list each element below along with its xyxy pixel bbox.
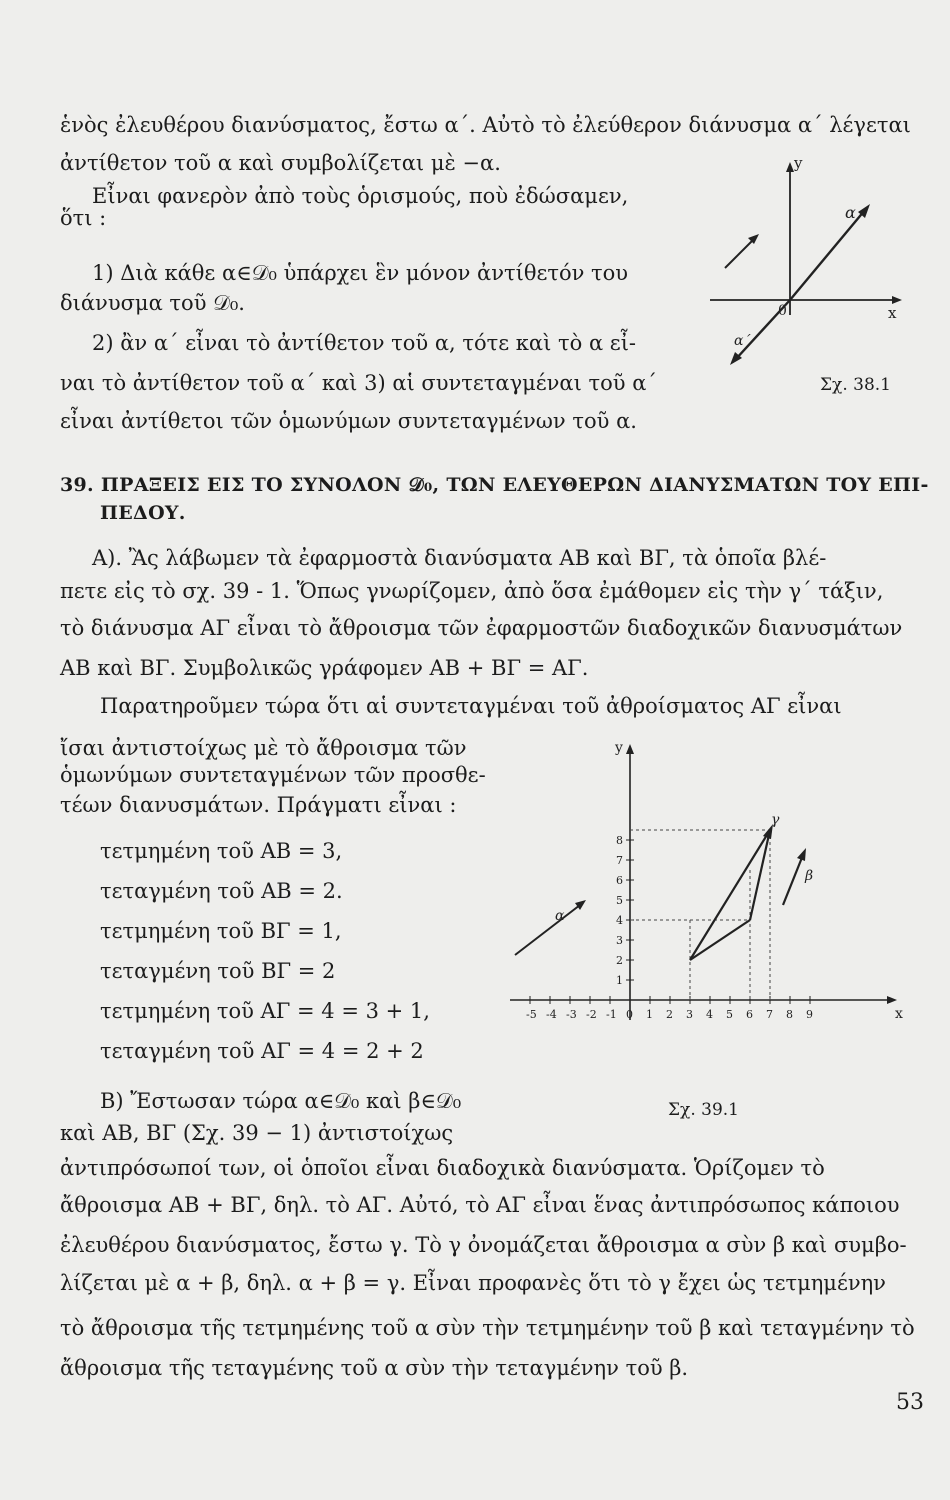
text-line: ἴσαι ἀντιστοίχως μὲ τὸ ἄθροισμα τῶν: [60, 736, 467, 760]
text-line: 2) ἂν α΄ εἶναι τὸ ἀντίθετον τοῦ α, τότε καὶ τὸ α εἶ-: [92, 331, 637, 355]
fig38-x-label: x: [888, 304, 897, 322]
text-line: τὸ διάνυσμα ΑΓ εἶναι τὸ ἄθροισμα τῶν ἐφαρμοστῶν διαδοχικῶν διανυσμάτων: [60, 616, 903, 640]
text-line: 1) Διὰ κάθε α∈𝒟₀ ὑπάρχει ἓν μόνον ἀντίθετόν του: [92, 261, 629, 285]
y-tick-label: 7: [616, 854, 623, 867]
text-line: ἑνὸς ἐλευθέρου διανύσματος, ἔστω α΄. Αὐτὸ τὸ ἐλεύθερον διάνυσμα α΄ λέγεται: [60, 113, 911, 137]
text-line: ὁμωνύμων συντεταγμένων τῶν προσθε-: [60, 763, 486, 787]
text-line: καὶ ΑΒ, ΒΓ (Σχ. 39 − 1) ἀντιστοίχως: [60, 1121, 454, 1145]
fig39-y-label: y: [615, 740, 623, 756]
x-tick-label: 1: [646, 1008, 653, 1021]
fig39-gamma-label: γ: [771, 812, 780, 828]
text-line: Παρατηροῦμεν τώρα ὅτι αἱ συντεταγμέναι τοῦ ἀθροίσματος ΑΓ εἶναι: [100, 694, 842, 718]
fig39-x-label: x: [895, 1006, 903, 1022]
vector-alpha: [515, 905, 580, 955]
vector-a: [790, 210, 865, 300]
text-line: τὸ ἄθροισμα τῆς τετμημένης τοῦ α σὺν τὴν τετμημένην τοῦ β καὶ τεταγμένην τὸ: [60, 1316, 915, 1340]
text-line: Α). Ἂς λάβωμεν τὰ ἐφαρμοστὰ διανύσματα ΑΒ καὶ ΒΓ, τὰ ὁποῖα βλέ-: [92, 546, 827, 570]
y-axis-arrow: [786, 162, 794, 172]
formula-line: τετμημένη τοῦ ΑΓ = 4 = 3 + 1,: [100, 999, 430, 1023]
text-line: Εἶναι φανερὸν ἀπὸ τοὺς ὁρισμούς, ποὺ ἐδώσαμεν,: [92, 184, 629, 208]
text-line: διάνυσμα τοῦ 𝒟₀.: [60, 291, 245, 315]
section-heading: ΠΕΔΟΥ.: [100, 502, 186, 524]
fig38-y-label: y: [794, 154, 803, 172]
vector-beta-arrowhead: [797, 848, 806, 861]
x-tick-label: 3: [686, 1008, 693, 1021]
x-axis-arrow: [887, 996, 897, 1004]
y-tick-label: 2: [616, 954, 623, 967]
fig38-vector-prime-label: α΄: [734, 333, 751, 349]
text-line: τέων διανυσμάτων. Πράγματι εἶναι :: [60, 793, 457, 817]
y-tick-label: 5: [616, 894, 623, 907]
text-line: Β) Ἔστωσαν τώρα α∈𝒟₀ καὶ β∈𝒟₀: [100, 1089, 462, 1113]
formula-line: τετμημένη τοῦ ΑΒ = 3,: [100, 839, 343, 863]
formula-line: τεταγμένη τοῦ ΑΒ = 2.: [100, 879, 343, 903]
y-tick-label: 1: [616, 974, 623, 987]
fig38-origin-label: 0: [778, 303, 787, 319]
text-line: ἐλευθέρου διανύσματος, ἔστω γ. Τὸ γ ὀνομάζεται ἄθροισμα α σὺν β καὶ συμβο-: [60, 1233, 907, 1257]
text-line: ΑΒ καὶ ΒΓ. Συμβολικῶς γράφομεν ΑΒ + ΒΓ = ΑΓ.: [60, 656, 589, 680]
section-heading: 39. ΠΡΑΞΕΙΣ ΕΙΣ ΤΟ ΣΥΝΟΛΟΝ 𝒟₀, ΤΩΝ ΕΛΕΥΘΕΡΩΝ ΔΙΑΝΥΣΜΑΤΩΝ ΤΟΥ ΕΠΙ-: [60, 474, 929, 496]
text-line: ἀντίθετον τοῦ α καὶ συμβολίζεται μὲ −α.: [60, 151, 501, 175]
x-tick-label: -1: [606, 1008, 617, 1021]
formula-line: τεταγμένη τοῦ ΒΓ = 2: [100, 959, 336, 983]
x-tick-label: 4: [706, 1008, 713, 1021]
fig39-alpha-label: α: [555, 908, 565, 924]
y-tick-label: 8: [616, 834, 623, 847]
figure-39-1: [505, 740, 915, 1080]
x-tick-label: 7: [766, 1008, 773, 1021]
text-line: ὅτι :: [60, 206, 107, 230]
vector-beta: [783, 855, 803, 905]
x-tick-label: 0: [626, 1008, 633, 1021]
figure-38-1: [690, 150, 910, 370]
text-line: λίζεται μὲ α + β, δηλ. α + β = γ. Εἶναι προφανὲς ὅτι τὸ γ ἔχει ὡς τετμημένην: [60, 1271, 886, 1295]
fig39-beta-label: β: [805, 868, 814, 884]
text-line: πετε εἰς τὸ σχ. 39 - 1. Ὅπως γνωρίζομεν, ἀπὸ ὅσα ἐμάθομεν εἰς τὴν γ΄ τάξιν,: [60, 579, 884, 603]
vector-ag: [690, 830, 770, 960]
vector-ab: [690, 920, 750, 960]
figure-39-caption: Σχ. 39.1: [668, 1100, 739, 1120]
x-tick-label: 2: [666, 1008, 673, 1021]
x-tick-label: -2: [586, 1008, 597, 1021]
y-tick-label: 3: [616, 934, 623, 947]
text-line: ναι τὸ ἀντίθετον τοῦ α΄ καὶ 3) αἱ συντεταγμέναι τοῦ α΄: [60, 371, 657, 395]
text-line: ἄθροισμα ΑΒ + ΒΓ, δηλ. τὸ ΑΓ. Αὐτό, τὸ ΑΓ εἶναι ἕνας ἀντιπρόσωπος κάποιου: [60, 1193, 900, 1217]
x-tick-label: 6: [746, 1008, 753, 1021]
x-tick-label: -4: [546, 1008, 557, 1021]
vector-bg: [750, 830, 770, 920]
x-tick-label: -3: [566, 1008, 577, 1021]
x-tick-label: -5: [526, 1008, 537, 1021]
text-line: ἀντιπρόσωποί των, οἱ ὁποῖοι εἶναι διαδοχικὰ διανύσματα. Ὁρίζομεν τὸ: [60, 1156, 825, 1180]
figure-38-caption: Σχ. 38.1: [820, 375, 891, 395]
y-tick-label: 4: [616, 914, 623, 927]
text-line: εἶναι ἀντίθετοι τῶν ὁμωνύμων συντεταγμένων τοῦ α.: [60, 409, 637, 433]
formula-line: τεταγμένη τοῦ ΑΓ = 4 = 2 + 2: [100, 1039, 424, 1063]
fig38-vector-label: α: [845, 203, 856, 222]
formula-line: τετμημένη τοῦ ΒΓ = 1,: [100, 919, 342, 943]
x-tick-label: 5: [726, 1008, 733, 1021]
text-line: ἄθροισμα τῆς τεταγμένης τοῦ α σὺν τὴν τεταγμένην τοῦ β.: [60, 1356, 689, 1380]
y-tick-label: 6: [616, 874, 623, 887]
page-number: 53: [896, 1390, 924, 1415]
x-tick-label: 9: [806, 1008, 813, 1021]
vector-a-copy: [725, 238, 755, 268]
x-tick-label: 8: [786, 1008, 793, 1021]
x-axis-arrow: [892, 296, 902, 304]
y-axis-arrow: [626, 744, 634, 754]
